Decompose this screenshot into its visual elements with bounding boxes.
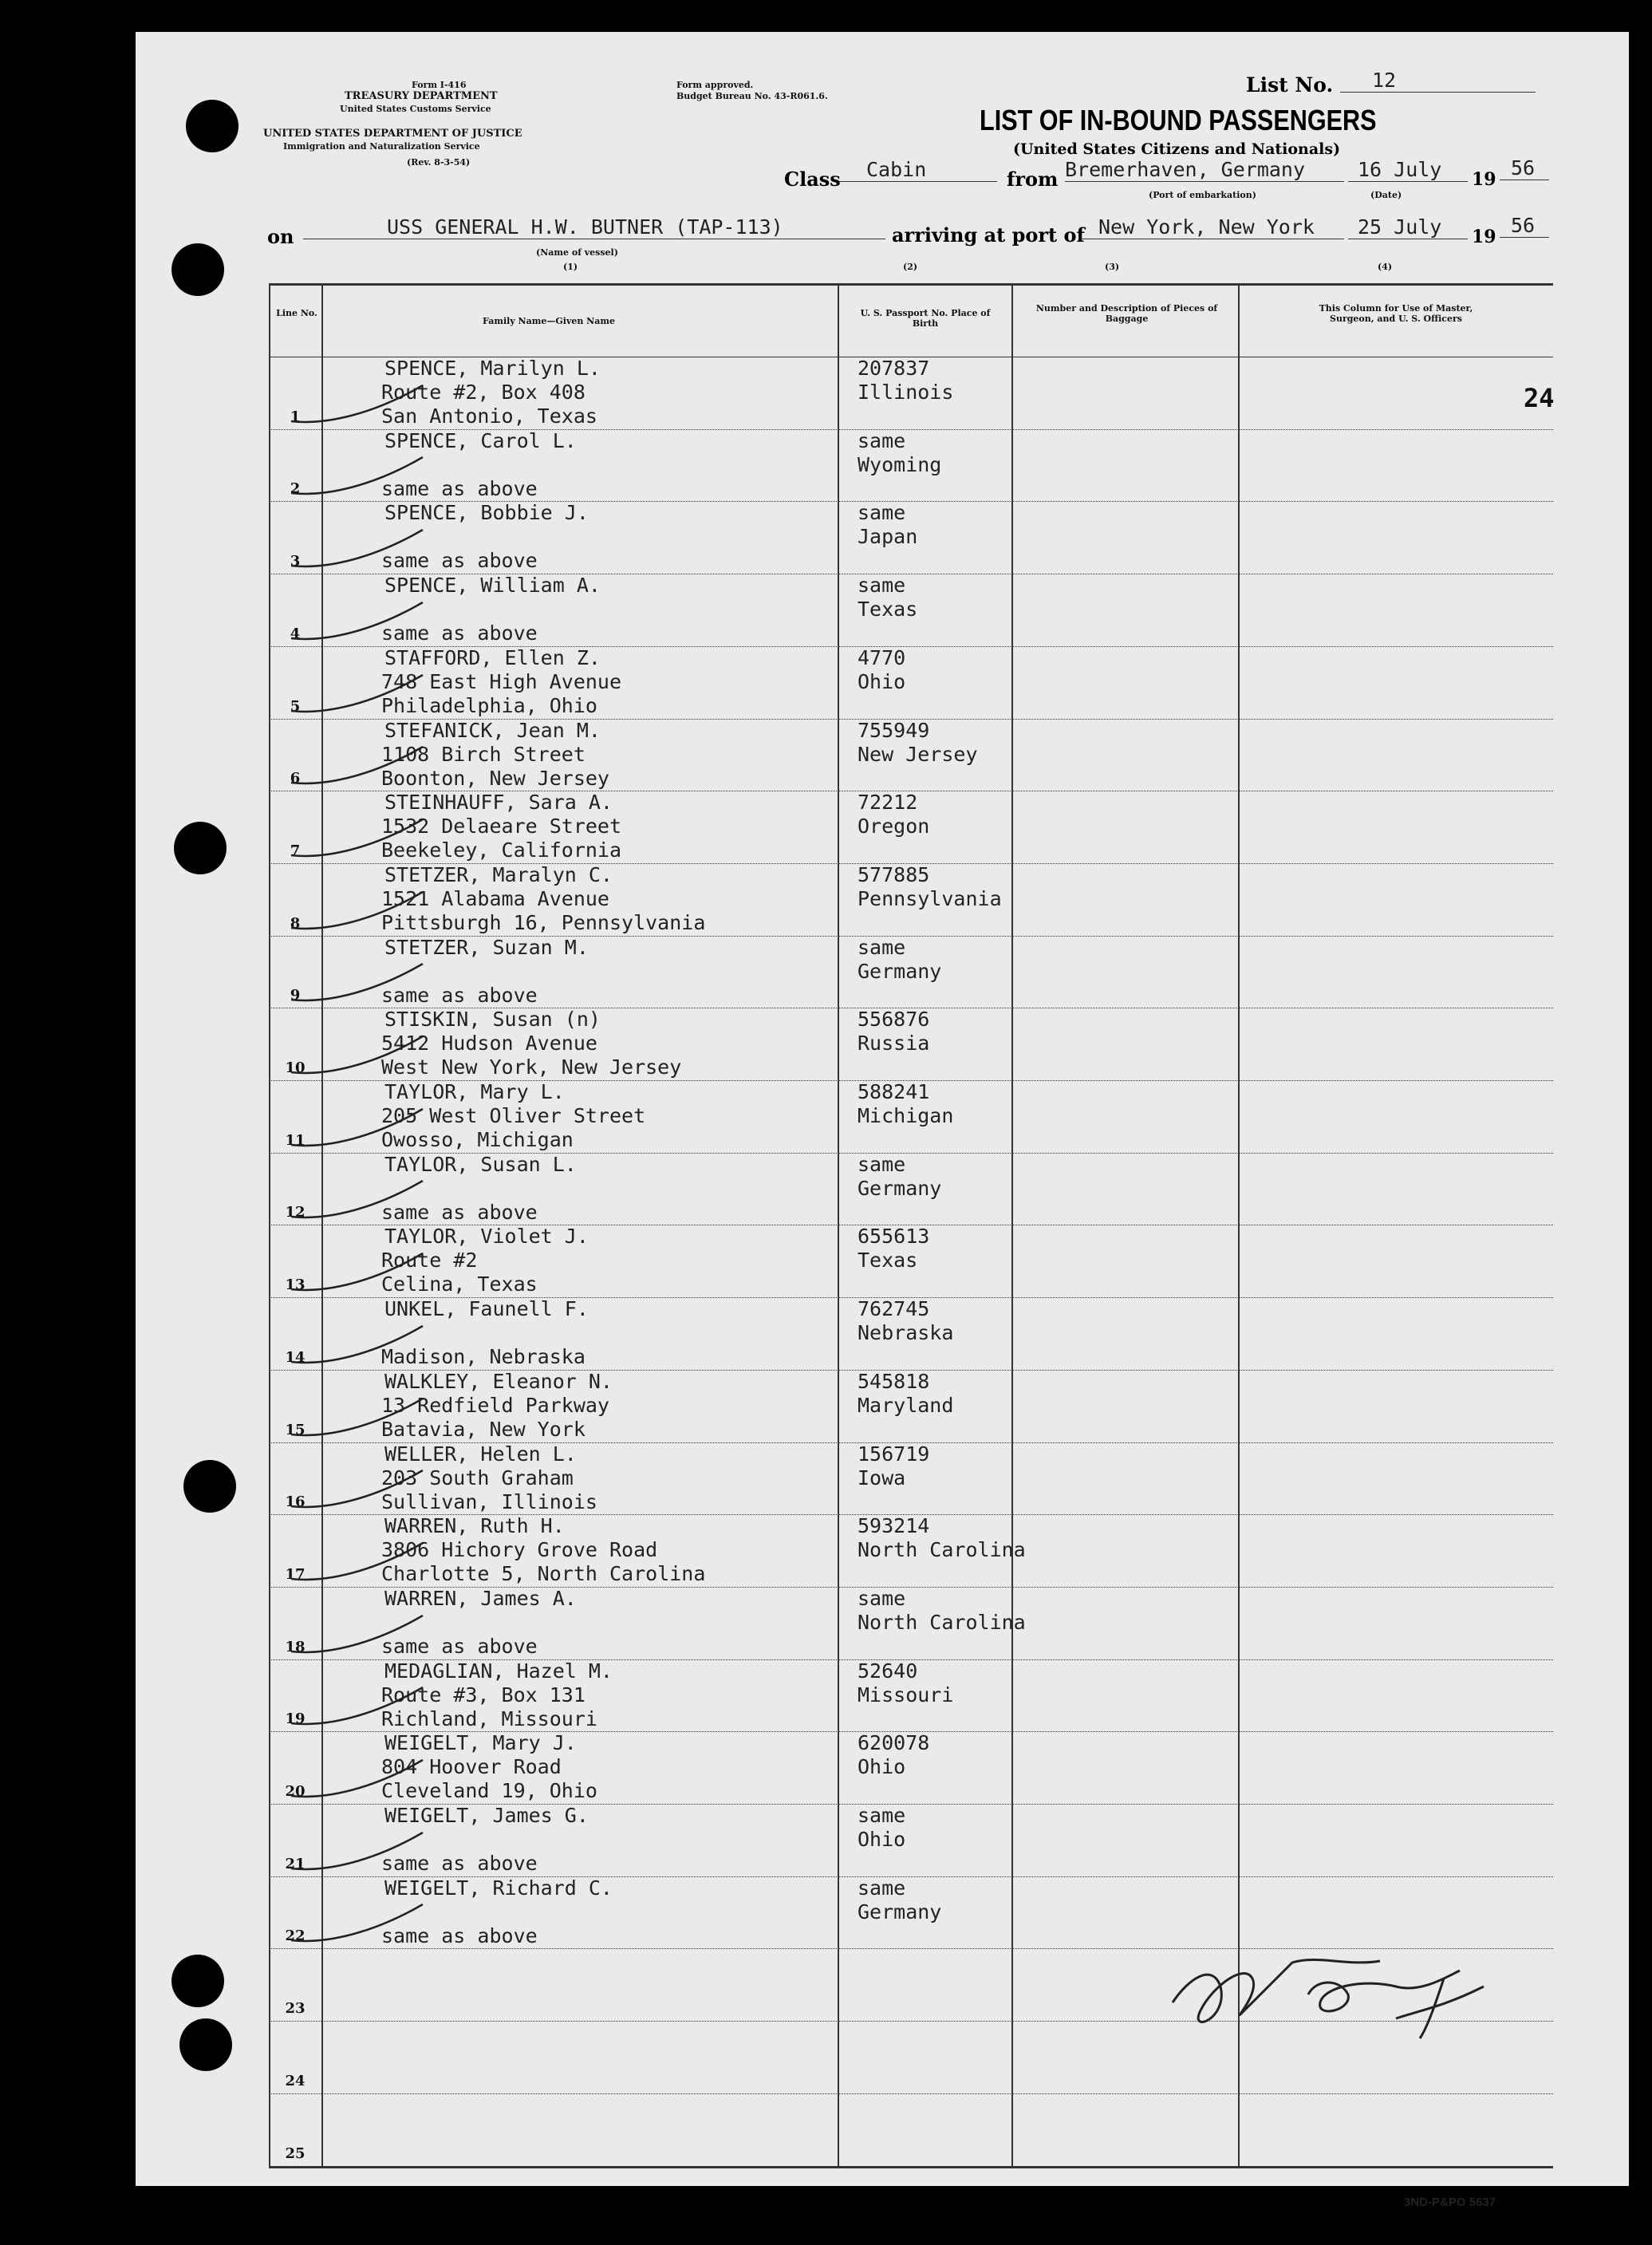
line-number: 10 [285, 1059, 306, 1076]
passport-number: 755949 [858, 719, 930, 742]
list-no-value: 12 [1340, 69, 1536, 93]
embark-year: 56 [1500, 156, 1549, 180]
passenger-address: 748 East High Avenue [381, 670, 622, 693]
arrival-year-prefix: 19 [1472, 227, 1496, 247]
table-top-rule [269, 283, 1553, 286]
form-number: Form I-416 [412, 80, 467, 90]
revision: (Rev. 8-3-54) [407, 157, 471, 168]
line-number: 9 [290, 987, 301, 1004]
passport-number: same [858, 1153, 906, 1176]
passenger-name: TAYLOR, Susan L. [384, 1153, 577, 1176]
check-mark-stroke [287, 1539, 431, 1587]
passport-number: 620078 [858, 1731, 930, 1754]
passenger-name: WEIGELT, James G. [384, 1804, 589, 1827]
treasury-dept: TREASURY DEPARTMENT [345, 90, 498, 102]
passport-number: same [858, 1587, 906, 1610]
passport-number: 72212 [858, 791, 918, 814]
passport-number: same [858, 574, 906, 597]
check-mark-stroke [287, 1032, 431, 1080]
place-of-birth: Germany [858, 960, 942, 983]
place-of-birth: Germany [858, 1177, 942, 1200]
passenger-name: WALKLEY, Eleanor N. [384, 1370, 613, 1393]
passport-number: 762745 [858, 1297, 930, 1320]
passenger-address: Philadelphia, Ohio [381, 694, 597, 717]
check-mark-stroke [287, 526, 431, 574]
on-label: on [267, 225, 294, 248]
line-number: 5 [290, 698, 301, 715]
from-label: from [1007, 168, 1059, 191]
passenger-address: 1108 Birch Street [381, 743, 585, 766]
passenger-name: STISKIN, Susan (n) [384, 1008, 601, 1031]
year-prefix: 19 [1472, 169, 1496, 190]
port-embarkation: Bremerhaven, Germany [1065, 158, 1344, 182]
place-of-birth: North Carolina [858, 1538, 1026, 1561]
arriving-label: arriving at port of [892, 223, 1085, 247]
binder-hole [174, 822, 227, 874]
place-of-birth: Illinois [858, 381, 954, 404]
place-of-birth: New Jersey [858, 743, 978, 766]
passenger-address: Cleveland 19, Ohio [381, 1779, 597, 1802]
date-caption: (Date) [1370, 190, 1402, 200]
passenger-name: STEFANICK, Jean M. [384, 719, 601, 742]
passenger-address: Sullivan, Illinois [381, 1490, 597, 1513]
passenger-name: SPENCE, Carol L. [384, 429, 577, 452]
list-no-label: List No. [1246, 73, 1334, 97]
binder-hole [172, 243, 224, 296]
header-officers: This Column for Use of Master, Surgeon, and U. S. Officers [1319, 303, 1473, 324]
header-family-name: Family Name—Given Name [483, 316, 615, 326]
passenger-address: 3806 Hichory Grove Road [381, 1538, 658, 1561]
check-mark-stroke [287, 1322, 431, 1370]
place-of-birth: Russia [858, 1032, 930, 1055]
passenger-name: WARREN, Ruth H. [384, 1514, 565, 1537]
row-rule [269, 2093, 1553, 2094]
passenger-name: SPENCE, William A. [384, 574, 601, 597]
passport-number: 545818 [858, 1370, 930, 1393]
line-number: 25 [285, 2145, 306, 2162]
place-of-birth: Missouri [858, 1683, 954, 1706]
col-mark-3: (3) [1105, 262, 1120, 272]
passenger-address: Madison, Nebraska [381, 1345, 585, 1368]
passenger-address: 5412 Hudson Avenue [381, 1032, 597, 1055]
header-baggage: Number and Description of Pieces of Baggage [1035, 303, 1218, 324]
footer-code: 3ND-P&PO 5637 [1404, 2196, 1496, 2209]
line-number: 7 [290, 842, 301, 859]
passenger-name: SPENCE, Bobbie J. [384, 501, 589, 524]
place-of-birth: Ohio [858, 670, 906, 693]
passenger-address: West New York, New Jersey [381, 1055, 682, 1079]
line-number: 4 [290, 625, 301, 642]
check-mark-stroke [287, 743, 431, 791]
passenger-address: same as above [381, 1924, 538, 1947]
vessel-caption: (Name of vessel) [536, 247, 618, 258]
passport-number: 156719 [858, 1442, 930, 1466]
check-mark-stroke [287, 1395, 431, 1442]
line-number: 12 [285, 1204, 306, 1221]
passenger-name: WELLER, Helen L. [384, 1442, 577, 1466]
passenger-name: STAFFORD, Ellen Z. [384, 646, 601, 669]
passport-number: same [858, 1804, 906, 1827]
place-of-birth: Ohio [858, 1755, 906, 1778]
passenger-address: 804 Hoover Road [381, 1755, 562, 1778]
passport-number: 556876 [858, 1008, 930, 1031]
check-mark-stroke [287, 815, 431, 863]
line-number: 6 [290, 770, 301, 787]
passenger-address: San Antonio, Texas [381, 404, 597, 428]
check-mark-stroke [287, 888, 431, 936]
passenger-address: Route #2, Box 408 [381, 381, 585, 404]
line-number: 23 [285, 2000, 306, 2017]
passenger-name: MEDAGLIAN, Hazel M. [384, 1659, 613, 1683]
passenger-address: same as above [381, 1852, 538, 1875]
check-mark-stroke [287, 1612, 431, 1659]
check-mark-stroke [287, 598, 431, 646]
binder-hole [186, 100, 239, 152]
passenger-address: 205 West Oliver Street [381, 1104, 646, 1127]
arrival-port: New York, New York [1081, 215, 1344, 239]
class-label: Class [784, 168, 841, 191]
binder-hole [183, 1460, 236, 1513]
form-title: LIST OF IN-BOUND PASSENGERS [980, 104, 1377, 136]
passenger-address: Charlotte 5, North Carolina [381, 1562, 706, 1585]
passenger-address: Beekeley, California [381, 838, 622, 862]
passenger-address: 1521 Alabama Avenue [381, 887, 609, 910]
check-mark-stroke [287, 1829, 431, 1876]
place-of-birth: North Carolina [858, 1611, 1026, 1634]
passport-number: 655613 [858, 1225, 930, 1248]
line-number: 15 [285, 1422, 306, 1438]
line-number: 13 [285, 1276, 306, 1293]
place-of-birth: Ohio [858, 1828, 906, 1851]
class-value: Cabin [839, 158, 997, 182]
passenger-address: Route #3, Box 131 [381, 1683, 585, 1706]
passenger-name: SPENCE, Marilyn L. [384, 357, 601, 380]
ins-service: Immigration and Naturalization Service [283, 141, 480, 152]
check-mark-stroke [287, 1105, 431, 1153]
passport-number: 4770 [858, 646, 906, 669]
line-number: 3 [290, 553, 301, 570]
place-of-birth: Texas [858, 1249, 918, 1272]
passenger-address: Richland, Missouri [381, 1707, 597, 1730]
line-number: 18 [285, 1639, 306, 1655]
port-embark-caption: (Port of embarkation) [1149, 190, 1256, 200]
place-of-birth: Maryland [858, 1394, 954, 1417]
margin-note: 24 [1524, 383, 1555, 413]
arrival-date: 25 July [1348, 215, 1468, 239]
passenger-address: 203 South Graham [381, 1466, 574, 1489]
check-mark-stroke [287, 960, 431, 1008]
budget-bureau: Budget Bureau No. 43-R061.6. [676, 91, 828, 101]
place-of-birth: Oregon [858, 815, 930, 838]
header-passport: U. S. Passport No. Place of Birth [860, 308, 991, 329]
passport-number: same [858, 1876, 906, 1900]
binder-hole [179, 2018, 232, 2071]
passport-number: same [858, 429, 906, 452]
check-mark-stroke [287, 671, 431, 719]
passport-number: 577885 [858, 863, 930, 886]
passenger-address: same as above [381, 621, 538, 645]
passenger-address: same as above [381, 477, 538, 500]
passenger-name: TAYLOR, Violet J. [384, 1225, 589, 1248]
form-approved: Form approved. [676, 80, 754, 90]
passport-number: 593214 [858, 1514, 930, 1537]
check-mark-stroke [287, 1249, 431, 1297]
form-subtitle: (United States Citizens and Nationals) [1013, 140, 1341, 158]
place-of-birth: Iowa [858, 1466, 906, 1489]
line-number: 17 [285, 1566, 306, 1583]
col-mark-4: (4) [1378, 262, 1393, 272]
passenger-name: STETZER, Maralyn C. [384, 863, 613, 886]
line-number: 8 [290, 915, 301, 932]
check-mark-stroke [287, 453, 431, 501]
passenger-name: TAYLOR, Mary L. [384, 1080, 565, 1103]
passenger-address: same as above [381, 984, 538, 1007]
binder-hole [172, 1955, 224, 2007]
passenger-address: Pittsburgh 16, Pennsylvania [381, 911, 706, 934]
passenger-address: same as above [381, 1201, 538, 1224]
passport-number: same [858, 936, 906, 959]
signature-scribble [1157, 1931, 1508, 2050]
passport-number: 52640 [858, 1659, 918, 1683]
passenger-address: Boonton, New Jersey [381, 767, 609, 790]
line-number: 14 [285, 1349, 306, 1366]
passenger-name: WEIGELT, Mary J. [384, 1731, 577, 1754]
col-mark-1: (1) [563, 262, 578, 272]
passport-number: same [858, 501, 906, 524]
check-mark-stroke [287, 1900, 431, 1948]
passport-number: 588241 [858, 1080, 930, 1103]
passenger-name: STETZER, Suzan M. [384, 936, 589, 959]
passenger-address: Owosso, Michigan [381, 1128, 574, 1151]
check-mark-stroke [287, 1177, 431, 1225]
passport-number: 207837 [858, 357, 930, 380]
place-of-birth: Wyoming [858, 453, 942, 476]
passenger-address: Route #2 [381, 1249, 478, 1272]
passenger-address: Batavia, New York [381, 1418, 585, 1441]
place-of-birth: Pennsylvania [858, 887, 1002, 910]
place-of-birth: Germany [858, 1900, 942, 1923]
passenger-name: UNKEL, Faunell F. [384, 1297, 589, 1320]
line-number: 16 [285, 1493, 306, 1510]
line-number: 19 [285, 1710, 306, 1727]
place-of-birth: Michigan [858, 1104, 954, 1127]
passenger-address: Celina, Texas [381, 1272, 538, 1296]
passenger-name: WARREN, James A. [384, 1587, 577, 1610]
passenger-address: same as above [381, 1635, 538, 1658]
check-mark-stroke [287, 381, 431, 429]
line-number: 1 [290, 408, 301, 425]
place-of-birth: Japan [858, 525, 918, 548]
header-line-no: Line No. [276, 308, 317, 318]
place-of-birth: Texas [858, 598, 918, 621]
check-mark-stroke [287, 1683, 431, 1731]
passenger-name: STEINHAUFF, Sara A. [384, 791, 613, 814]
row-rule [269, 2166, 1553, 2167]
passenger-name: WEIGELT, Richard C. [384, 1876, 613, 1900]
line-number: 2 [290, 480, 301, 497]
customs-service: United States Customs Service [340, 104, 491, 114]
line-number: 20 [285, 1783, 306, 1800]
passenger-address: 1532 Delaeare Street [381, 815, 622, 838]
col-mark-2: (2) [903, 262, 918, 272]
check-mark-stroke [287, 1466, 431, 1514]
line-number: 24 [285, 2073, 306, 2089]
line-number: 21 [285, 1856, 306, 1872]
passenger-address: same as above [381, 549, 538, 572]
check-mark-stroke [287, 1756, 431, 1804]
passenger-address: 13 Redfield Parkway [381, 1394, 609, 1417]
line-number: 11 [285, 1132, 306, 1149]
place-of-birth: Nebraska [858, 1321, 954, 1344]
line-number: 22 [285, 1927, 306, 1944]
vessel-name: USS GENERAL H.W. BUTNER (TAP-113) [303, 215, 885, 239]
arrival-year: 56 [1500, 214, 1549, 238]
embark-date: 16 July [1348, 158, 1468, 182]
justice-dept: UNITED STATES DEPARTMENT OF JUSTICE [263, 128, 522, 140]
